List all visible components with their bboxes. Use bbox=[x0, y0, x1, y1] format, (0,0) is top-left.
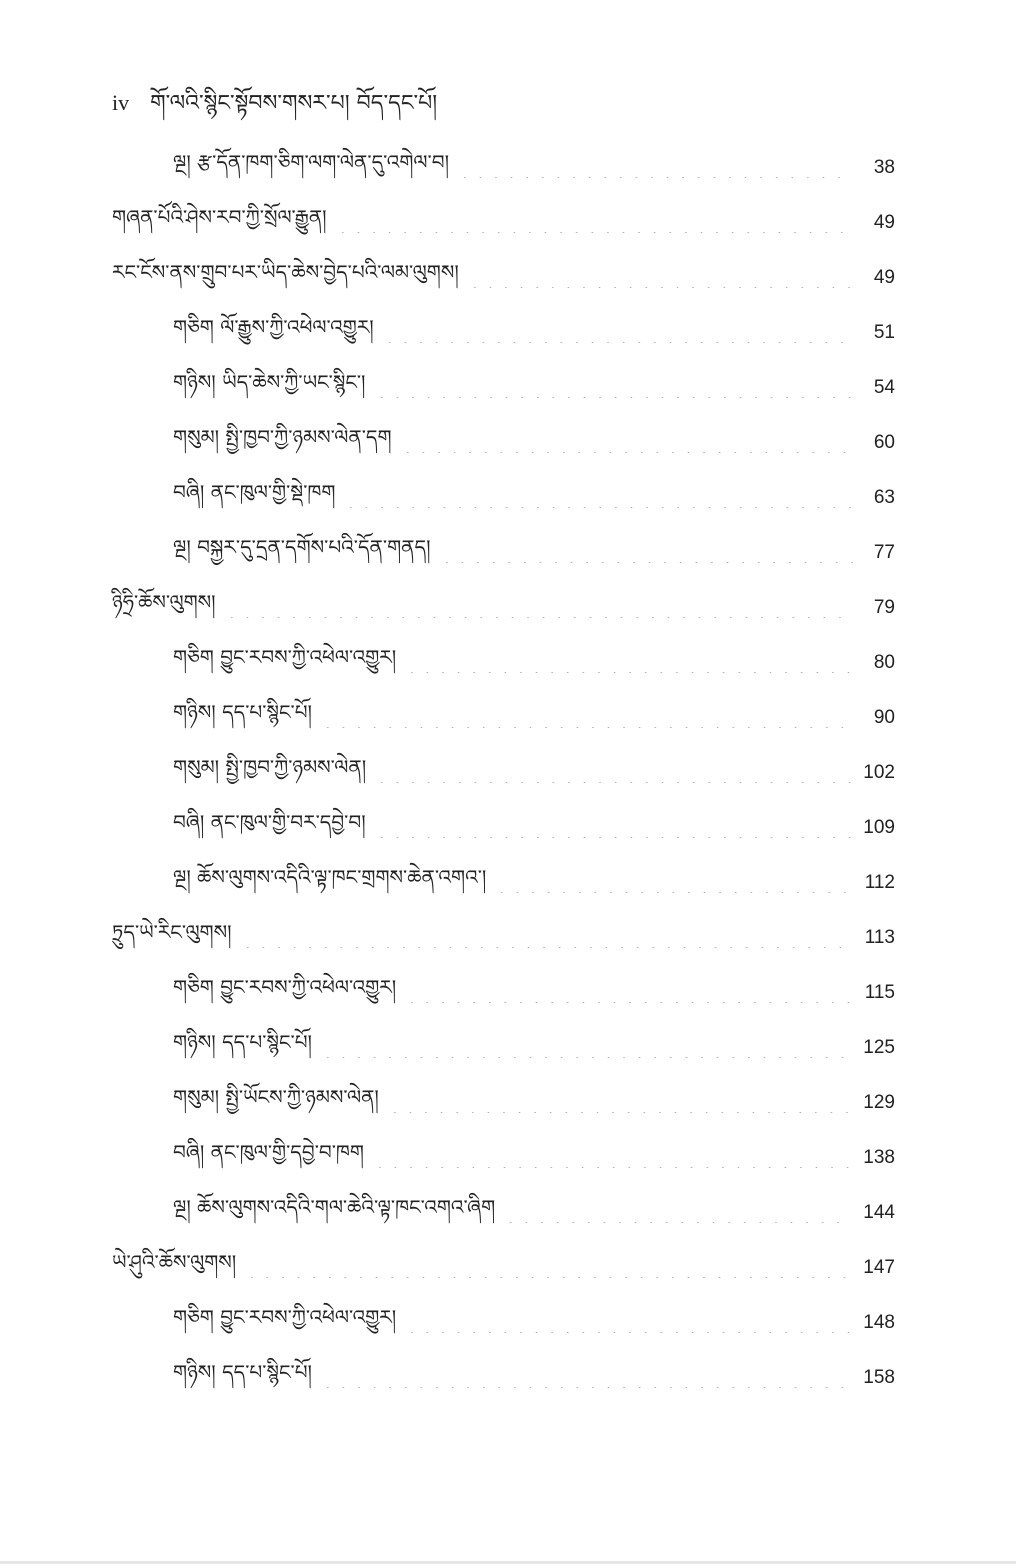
toc-entry-page-number: 115 bbox=[864, 982, 895, 1003]
toc-section-entry[interactable] bbox=[173, 473, 895, 523]
dot-leader bbox=[374, 378, 854, 398]
dot-leader bbox=[240, 928, 853, 948]
toc-section-entry[interactable] bbox=[173, 748, 895, 798]
toc-section-entry[interactable] bbox=[173, 363, 895, 413]
toc-entry-title: གསུམ། སྤྱི་ཁྱབ་ཀྱི་ཉམས་ལེན། bbox=[173, 755, 367, 779]
toc-entry-page-number: 112 bbox=[864, 872, 895, 893]
toc-entry-title: གསུམ། སྤྱི་ཡོངས་ཀྱི་ཉམས་ལེན། bbox=[173, 1085, 379, 1109]
dot-leader bbox=[335, 213, 853, 233]
toc-entry-title: ཡེ་ཤུའི་ཆོས་ལུགས། bbox=[112, 1250, 237, 1274]
toc-entry-title: ཏྲུད་ཡེ་རིང་ལུགས། bbox=[112, 920, 232, 944]
dot-leader bbox=[343, 488, 853, 508]
toc-entry-page-number: 158 bbox=[863, 1367, 895, 1388]
toc-entry-title: གཅིག ལོ་རྒྱུས་ཀྱི་འཕེལ་འགྱུར། bbox=[173, 315, 374, 339]
toc-entry-page-number: 38 bbox=[873, 157, 895, 178]
toc-entry-page-number: 49 bbox=[873, 212, 895, 233]
running-title: གོ་ལའི་སྙིང་སྟོབས་གསར་པ། བོད་དང་པོ། bbox=[150, 91, 438, 116]
toc-section-entry[interactable] bbox=[173, 968, 895, 1018]
toc-section-entry[interactable] bbox=[173, 858, 895, 908]
toc-entry-title: བཞི། ནང་ཁུལ་གྱི་བར་དབྱེ་བ། bbox=[173, 810, 366, 834]
toc-entry-page-number: 90 bbox=[873, 707, 895, 728]
toc-chapter-entry[interactable] bbox=[112, 583, 895, 633]
dot-leader bbox=[467, 268, 853, 288]
dot-leader bbox=[503, 1203, 853, 1223]
toc-entry-page-number: 51 bbox=[873, 322, 895, 343]
toc-entry-title: ལྔ། རྩ་དོན་ཁག་ཅིག་ལག་ལེན་དུ་འགེལ་བ། bbox=[173, 150, 450, 174]
dot-leader bbox=[404, 1313, 853, 1333]
toc-section-entry[interactable] bbox=[173, 1353, 895, 1403]
toc-entry-title: གཉིས། དད་པ་སྙིང་པོ། bbox=[173, 700, 312, 724]
toc-chapter-entry[interactable] bbox=[112, 198, 895, 248]
toc-entry-page-number: 102 bbox=[863, 762, 895, 783]
page-header bbox=[112, 78, 437, 140]
toc-entry-title: བཞི། ནང་ཁུལ་གྱི་སྡེ་ཁག bbox=[173, 480, 336, 504]
toc-section-entry[interactable] bbox=[173, 1078, 895, 1128]
dot-leader bbox=[224, 598, 853, 618]
toc-chapter-entry[interactable] bbox=[112, 1243, 895, 1293]
toc-entry-title: ལྔ། ཆོས་ལུགས་འདིའི་ལྟ་ཁང་གྲགས་ཆེན་འགའ་། bbox=[173, 865, 487, 889]
toc-section-entry[interactable] bbox=[173, 308, 895, 358]
dot-leader bbox=[404, 983, 853, 1003]
toc-entry-page-number: 49 bbox=[873, 267, 895, 288]
toc-entry-page-number: 79 bbox=[873, 597, 895, 618]
dot-leader bbox=[387, 1093, 853, 1113]
toc-entry-page-number: 138 bbox=[863, 1147, 895, 1168]
dot-leader bbox=[374, 818, 853, 838]
toc-section-entry[interactable] bbox=[173, 528, 895, 578]
dot-leader bbox=[374, 763, 853, 783]
toc-entry-title: གཅིག བྱུང་རབས་ཀྱི་འཕེལ་འགྱུར། bbox=[173, 975, 397, 999]
toc-entry-page-number: 147 bbox=[863, 1257, 895, 1278]
toc-entry-page-number: 80 bbox=[873, 652, 895, 673]
toc-entry-title: ལྔ། ཆོས་ལུགས་འདིའི་གལ་ཆེའི་ལྟ་ཁང་འགའ་ཞིག bbox=[173, 1195, 496, 1219]
toc-entry-page-number: 77 bbox=[873, 542, 895, 563]
toc-entry-title: བཞི། ནང་ཁུལ་གྱི་དབྱེ་བ་ཁག bbox=[173, 1140, 364, 1164]
toc-entry-title: ཉིཧྲི་ཆོས་ལུགས། bbox=[112, 590, 216, 614]
dot-leader bbox=[320, 708, 853, 728]
toc-section-entry[interactable] bbox=[173, 1023, 895, 1073]
toc-section-entry[interactable] bbox=[173, 1298, 895, 1348]
toc-section-entry[interactable] bbox=[173, 638, 895, 688]
toc-entry-page-number: 109 bbox=[863, 817, 895, 838]
dot-leader bbox=[320, 1038, 853, 1058]
dot-leader bbox=[404, 653, 853, 673]
toc-entry-page-number: 113 bbox=[864, 927, 895, 948]
toc-entry-page-number: 63 bbox=[873, 487, 895, 508]
toc-entry-page-number: 60 bbox=[873, 432, 895, 453]
toc-section-entry[interactable] bbox=[173, 418, 895, 468]
dot-leader bbox=[457, 158, 853, 178]
toc-entry-title: གཉིས། དད་པ་སྙིང་པོ། bbox=[173, 1030, 312, 1054]
toc-entry-title: གཞན་པོའི་ཤེས་རབ་ཀྱི་སྲོལ་རྒྱུན། bbox=[112, 205, 327, 229]
dot-leader bbox=[320, 1368, 853, 1388]
toc-chapter-entry[interactable] bbox=[112, 253, 895, 303]
dot-leader bbox=[439, 543, 853, 563]
toc-section-entry[interactable] bbox=[173, 143, 895, 193]
toc-entry-page-number: 144 bbox=[863, 1202, 895, 1223]
toc-chapter-entry[interactable] bbox=[112, 913, 895, 963]
toc-entry-title: ལྔ། བསྐྱར་དུ་དྲན་དགོས་པའི་དོན་གནད། bbox=[173, 535, 431, 559]
dot-leader bbox=[244, 1258, 853, 1278]
page-number: iv bbox=[112, 90, 130, 115]
toc-section-entry[interactable] bbox=[173, 1188, 895, 1238]
toc-entry-title: གཉིས། ཡིད་ཆེས་ཀྱི་ཡང་སྙིང་། bbox=[173, 370, 366, 394]
dot-leader bbox=[372, 1148, 853, 1168]
toc-entry-page-number: 125 bbox=[863, 1037, 895, 1058]
toc-entry-title: རང་ངོས་ནས་གྲུབ་པར་ཡིད་ཆེས་བྱེད་པའི་ལམ་ལུགས། bbox=[112, 260, 459, 284]
dot-leader bbox=[382, 323, 853, 343]
toc-entry-title: གཉིས། དད་པ་སྙིང་པོ། bbox=[173, 1360, 312, 1384]
dot-leader bbox=[494, 873, 853, 893]
toc-section-entry[interactable] bbox=[173, 693, 895, 743]
toc-entry-title: གཅིག བྱུང་རབས་ཀྱི་འཕེལ་འགྱུར། bbox=[173, 1305, 397, 1329]
toc-section-entry[interactable] bbox=[173, 1133, 895, 1183]
toc-section-entry[interactable] bbox=[173, 803, 895, 853]
toc-entry-page-number: 54 bbox=[873, 377, 895, 398]
toc-entry-title: གསུམ། སྤྱི་ཁྱབ་ཀྱི་ཉམས་ལེན་དག bbox=[173, 425, 392, 449]
toc-entry-page-number: 148 bbox=[863, 1312, 895, 1333]
dot-leader bbox=[400, 433, 853, 453]
toc-entry-page-number: 129 bbox=[863, 1092, 895, 1113]
toc-entry-title: གཅིག བྱུང་རབས་ཀྱི་འཕེལ་འགྱུར། bbox=[173, 645, 397, 669]
